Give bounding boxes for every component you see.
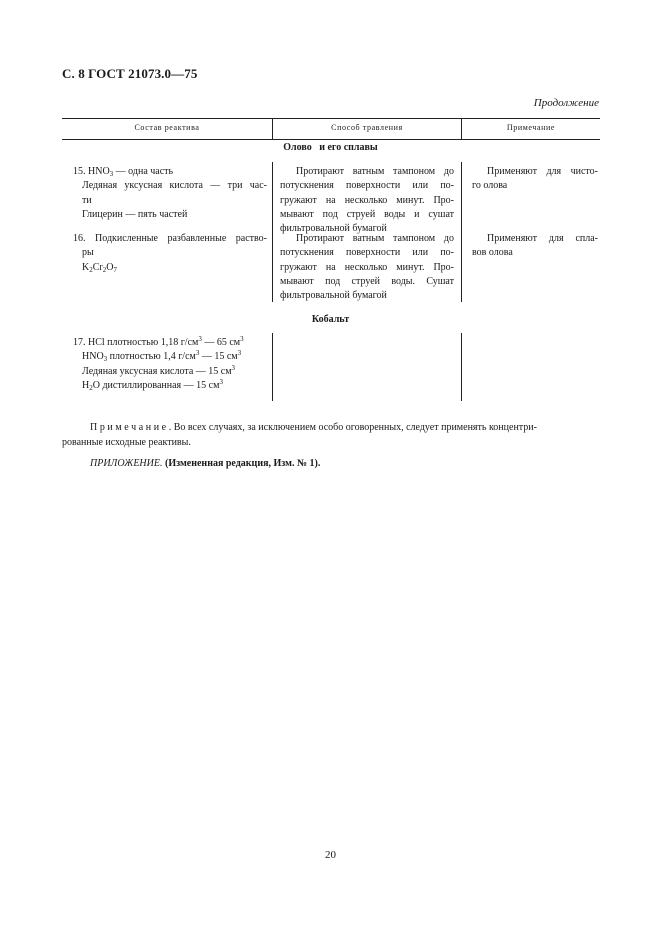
row-16-note: Применяют для спла- вов олова bbox=[472, 233, 598, 259]
column-header-reagent: Состав реактива bbox=[134, 123, 200, 132]
section-cobalt: Кобальт bbox=[311, 314, 350, 325]
note-paragraph: Примечание. Во всех случаях, за исключением особо оговоренных, следует применять концентри- рованные исходные реактивы. bbox=[62, 422, 537, 448]
row-17-reagent: 17. HCl плотностью 1,18 $г/см^3$ — 65 $см^3$ $HNO_3$ плотностью 1,4 $г/см^3$ — 15 $см^3$ Ледяная уксусная кислота — 15 $см^3$ $H_2O$ дистиллированная — 15 $см^3$ bbox=[73, 335, 244, 392]
row-16-method: Протирают ватным тампоном до потускнения поверхности или по- гружают на несколько минут. Про- мывают под струей воды. Сушат фильтровальной бумагой bbox=[280, 233, 454, 302]
page-number: 20 bbox=[325, 849, 336, 861]
section-tin: Олово и его сплавы bbox=[283, 142, 378, 153]
continuation-label: Продолжение bbox=[533, 97, 599, 109]
appendix-line: ПРИЛОЖЕНИЕ. (Измененная редакция, Изм. № 1). bbox=[90, 458, 321, 469]
row-15-note: Применяют для чисто- го олова bbox=[472, 166, 598, 192]
note-label: Примечание bbox=[90, 422, 169, 433]
column-divider bbox=[461, 333, 462, 401]
column-header-method: Способ травления bbox=[331, 123, 403, 132]
page-header: С. 8 ГОСТ 21073.0—75 bbox=[62, 66, 198, 81]
column-header-note: Примечание bbox=[506, 123, 556, 132]
column-divider bbox=[272, 162, 273, 302]
column-divider bbox=[461, 162, 462, 302]
column-divider bbox=[272, 333, 273, 401]
row-15-reagent: 15. $HNO_3$ — одна часть Ледяная уксусная кислота — три час- ти Глицерин — пять частей bbox=[73, 166, 267, 220]
row-15-method: Протирают ватным тампоном до потускнения поверхности или по- гружают на несколько минут. Про- мывают под струей воды и сушат фильтровальной бумагой bbox=[280, 166, 454, 235]
table-header-rule bbox=[62, 139, 600, 140]
table-top-rule bbox=[62, 118, 600, 119]
row-16-reagent: 16. Подкисленные разбавленные раство- ры $K_2Cr_2O_7$ bbox=[73, 233, 267, 274]
